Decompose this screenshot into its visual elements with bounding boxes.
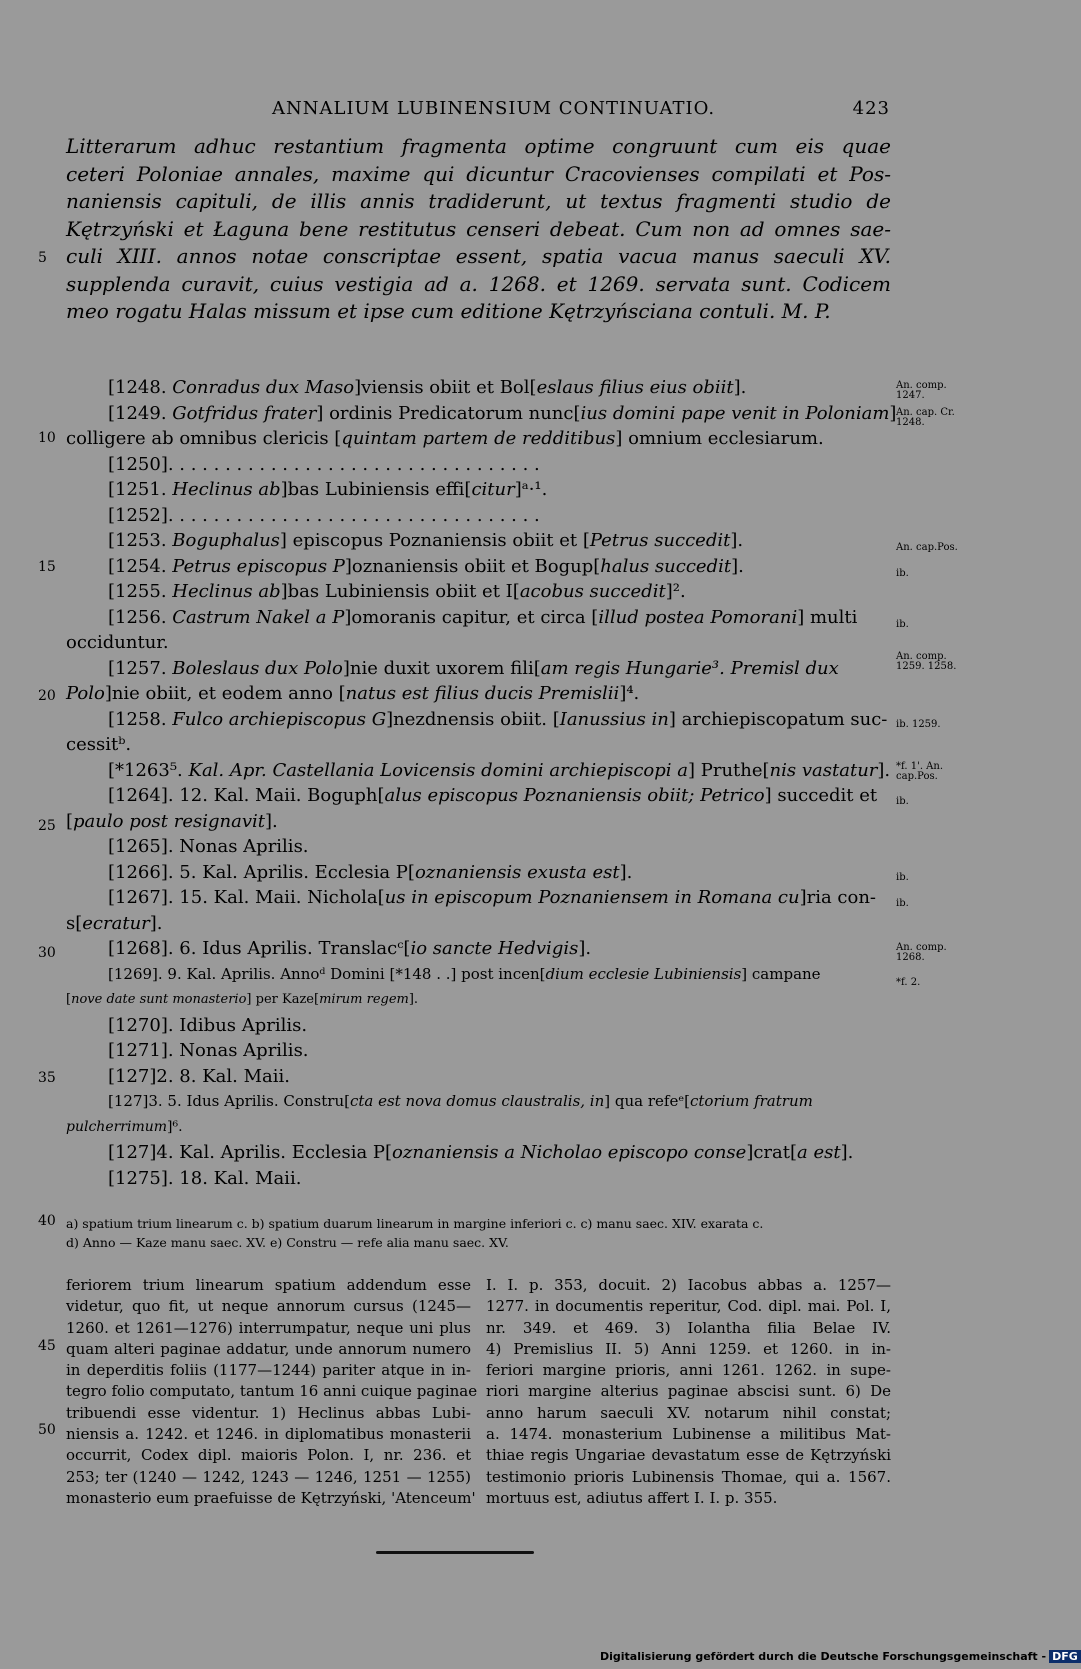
entry-text: ] campane xyxy=(741,964,821,983)
entry-restored: ecratur xyxy=(82,912,150,934)
entry-text: ] xyxy=(889,402,897,424)
entry-restored: acobus succedit xyxy=(519,581,666,602)
annal-entry xyxy=(108,885,933,911)
annals-text xyxy=(66,375,897,1195)
line-number: 25 xyxy=(38,818,56,834)
annal-entry xyxy=(108,1013,933,1039)
annal-entry xyxy=(108,452,933,478)
note-line: tegro folio computato, tantum 16 anni cuique paginae xyxy=(66,1382,478,1401)
entry-text: [127]4. Kal. Aprilis. Ecclesia P[ xyxy=(108,1142,393,1163)
line-number: 35 xyxy=(38,1070,56,1086)
entry-text: [1250]. . . . . . . . . . . . . . . . . . . . . . . . . . . . . . . . . xyxy=(108,453,540,475)
introduction-paragraph xyxy=(66,133,891,326)
note-line: videtur, quo fit, ut neque annorum cursus (1245— xyxy=(66,1297,471,1316)
entry-restored: oznaniensis exusta est xyxy=(414,861,620,883)
apparatus-footnotes xyxy=(66,1214,891,1252)
entry-restored: Fulco archiepiscopus G xyxy=(172,708,387,730)
entry-restored: ius domini pape venit in Poloniam xyxy=(580,402,890,424)
entry-text: [1258. xyxy=(108,708,173,730)
entry-text: ]. xyxy=(733,377,747,398)
annal-entry xyxy=(108,1038,933,1064)
annal-entry xyxy=(108,860,933,886)
annal-entry xyxy=(108,579,933,605)
annal-entry xyxy=(108,707,933,733)
entry-text: [1275]. 18. Kal. Maii. xyxy=(108,1167,302,1189)
entry-text: ]bas Lubiniensis effi[ xyxy=(280,479,472,500)
entry-restored: halus succedit xyxy=(600,555,732,577)
entry-text: [1253. xyxy=(108,530,173,551)
annal-entry xyxy=(66,1115,891,1141)
entry-restored: ctorium fratrum xyxy=(690,1092,813,1110)
note-line: 253; ter (1240 — 1242, 1243 — 1246, 1251 — 1255) xyxy=(66,1467,471,1486)
margin-note: ib. xyxy=(896,568,909,579)
entry-restored: quintam partem de redditibus xyxy=(341,428,616,449)
entry-restored: alus episcopus Poznaniensis obiit; Petrico xyxy=(384,785,765,806)
end-ornament-rule xyxy=(376,1551,534,1554)
annal-entry xyxy=(108,477,933,503)
entry-text: [1254. xyxy=(108,555,173,577)
margin-note: An. cap.Pos. xyxy=(896,542,958,553)
note-line: monasterio eum praefuisse de Kętrzyński, 'Atenceum' xyxy=(66,1488,476,1507)
note-line: thiae regis Ungariae devastatum esse de Kętrzyński xyxy=(486,1446,891,1465)
footnote-line: d) Anno — Kaze manu saec. XV. e) Constru — refe alia manu saec. XV. xyxy=(66,1235,509,1250)
annal-entry xyxy=(66,630,891,656)
entry-text: ]. xyxy=(578,938,592,959)
annal-entry xyxy=(108,758,933,784)
entry-text: s[ xyxy=(66,912,83,934)
entry-text: ]. xyxy=(619,861,633,883)
margin-note: An. cap. Cr. 1248. xyxy=(896,407,955,428)
entry-text: [1257. xyxy=(108,657,173,679)
note-line: testimonio prioris Lubinensis Thomae, qui a. 1567. xyxy=(486,1467,891,1486)
entry-text: [127]3. 5. Idus Aprilis. Constru[ xyxy=(108,1092,350,1110)
line-number: 5 xyxy=(38,250,47,266)
margin-note: ib. xyxy=(896,796,909,807)
margin-note: An. comp. 1247. xyxy=(896,380,947,401)
margin-note: ib. xyxy=(896,619,909,630)
note-line: anno harum saeculi XV. notarum nihil constat; xyxy=(486,1403,891,1422)
intro-line: supplenda curavit, cuius vestigia ad a. 1268. et 1269. servata sunt. Codicem xyxy=(66,271,891,296)
entry-restored: Petrus succedit xyxy=(589,530,731,551)
entry-restored: illud postea Pomorani xyxy=(598,606,798,628)
page-number: 423 xyxy=(852,98,890,119)
notes-left-column xyxy=(66,1275,478,1509)
entry-text: [1268]. 6. Idus Aprilis. Translacᶜ[ xyxy=(108,938,411,959)
intro-line: naniensis capituli, de illis annis tradiderunt, ut textus fragmenti studio de xyxy=(66,189,891,213)
annal-entry xyxy=(66,809,891,835)
margin-note: An. comp. 1259. 1258. xyxy=(896,651,957,672)
line-number: 10 xyxy=(38,430,56,446)
entry-text: ]crat[ xyxy=(746,1142,798,1163)
margin-note: *f. 2. xyxy=(896,977,921,988)
note-line: feriorem trium linearum spatium addendum esse xyxy=(66,1276,471,1294)
entry-restored: Kal. Apr. Castellania Lovicensis domini archiepiscopi a xyxy=(188,759,688,781)
entry-restored: Polo xyxy=(66,683,105,704)
entry-text: [1270]. Idibus Aprilis. xyxy=(108,1014,308,1036)
intro-line: culi XIII. annos notae conscriptae essent, spatia vacua manus saeculi XV. xyxy=(66,244,891,268)
entry-text: ]nie obiit, et eodem anno [ xyxy=(104,683,346,704)
annal-entry xyxy=(66,681,891,707)
entry-text: occiduntur. xyxy=(66,632,169,653)
entry-text: ]. xyxy=(877,759,891,781)
entry-text: ]viensis obiit et Bol[ xyxy=(354,377,537,398)
annal-entry xyxy=(108,605,933,631)
note-line: feriori margine prioris, anni 1261. 1262. in supe- xyxy=(486,1361,891,1380)
entry-restored: a est xyxy=(797,1142,841,1163)
entry-text: [ xyxy=(66,992,72,1007)
line-number: 45 xyxy=(38,1338,56,1354)
entry-text: [ xyxy=(66,810,74,832)
entry-restored: io sancte Hedvigis xyxy=(410,938,579,959)
entry-text: ] archiepiscopatum suc- xyxy=(668,708,888,730)
note-line: 1277. in documentis reperitur, Cod. dipl. mai. Pol. I, xyxy=(486,1297,891,1316)
entry-restored: Heclinus ab xyxy=(172,479,281,500)
annal-entry xyxy=(108,1166,933,1192)
entry-restored: us in episcopum Poznaniensem in Romana cu xyxy=(384,887,800,908)
note-line: nr. 349. et 469. 3) Iolantha filia Belae IV. xyxy=(486,1318,891,1337)
line-number: 30 xyxy=(38,945,56,961)
entry-text: [1249. xyxy=(108,402,173,424)
annal-entry xyxy=(66,911,891,937)
entry-restored: mirum regem xyxy=(319,992,409,1007)
entry-restored: pulcherrimum xyxy=(66,1118,168,1135)
entry-restored: Boguphalus xyxy=(172,530,280,551)
intro-line: Kętrzyński et Łaguna bene restitutus censeri debeat. Cum non ad omnes sae- xyxy=(66,216,891,241)
margin-note: ib. xyxy=(896,872,909,883)
annal-entry xyxy=(108,1140,933,1166)
margin-note: An. comp. 1268. xyxy=(896,942,947,963)
entry-text: ] per Kaze[ xyxy=(246,992,320,1007)
annal-entry xyxy=(66,732,891,758)
entry-text: ]². xyxy=(665,581,686,602)
line-number: 50 xyxy=(38,1422,56,1438)
note-line: riori margine alterius paginae abscisi sunt. 6) De xyxy=(486,1382,891,1401)
entry-text: ]bas Lubiniensis obiit et I[ xyxy=(280,581,520,602)
entry-text: ]omoranis capitur, et circa [ xyxy=(344,606,599,628)
entry-restored: natus est filius ducis Premislii xyxy=(345,683,620,704)
note-line: occurrit, Codex dipl. maioris Polon. I, nr. 236. et xyxy=(66,1446,471,1465)
annal-entry xyxy=(108,528,933,554)
entry-text: ]. xyxy=(149,912,163,934)
annal-entry xyxy=(108,962,933,988)
note-line: quam alteri paginae addatur, unde annorum numero xyxy=(66,1339,471,1358)
annal-entry xyxy=(108,783,933,809)
entry-restored: oznaniensis a Nicholao episcopo conse xyxy=(392,1142,747,1163)
running-header xyxy=(272,98,890,124)
entry-text: [1248. xyxy=(108,377,173,398)
annal-entry xyxy=(66,426,891,452)
entry-text: ] multi xyxy=(797,606,858,628)
entry-text: [1266]. 5. Kal. Aprilis. Ecclesia P[ xyxy=(108,861,415,883)
entry-restored: nis vastatur xyxy=(769,759,878,781)
annal-entry xyxy=(108,1064,933,1090)
entry-text: ]nezdnensis obiit. [ xyxy=(386,708,560,730)
entry-text: colligere ab omnibus clericis [ xyxy=(66,428,342,449)
footer-text: Digitalisierung gefördert durch die Deutsche Forschungsgemeinschaft - xyxy=(600,1650,1047,1663)
entry-text: [1256. xyxy=(108,606,173,628)
entry-text: ]ria con- xyxy=(799,887,877,908)
footnote-line: a) spatium trium linearum c. b) spatium duarum linearum in margine inferiori c. c) manu saec. XIV. exarata c. xyxy=(66,1216,764,1231)
entry-text: ]. xyxy=(265,810,278,832)
entry-text: ] ordinis Predicatorum nunc[ xyxy=(316,402,581,424)
annal-entry xyxy=(108,656,933,682)
entry-restored: dium ecclesie Lubiniensis xyxy=(545,964,742,983)
entry-text: ]nie duxit uxorem fili[ xyxy=(342,657,541,679)
entry-text: [1269]. 9. Kal. Aprilis. Annoᵈ Domini [*148 . .] post incen[ xyxy=(108,964,546,983)
entry-text: [1271]. Nonas Aprilis. xyxy=(108,1040,309,1061)
entry-restored: Heclinus ab xyxy=(172,581,281,602)
annal-entry xyxy=(108,834,933,860)
entry-restored: paulo post resignavit xyxy=(73,810,266,832)
entry-text: [1265]. Nonas Aprilis. xyxy=(108,836,309,857)
entry-text: [1252]. . . . . . . . . . . . . . . . . . . . . . . . . . . . . . . . . xyxy=(108,504,540,526)
entry-restored: Ianussius in xyxy=(559,708,669,730)
note-line: 1260. et 1261—1276) interrumpatur, neque uni plus xyxy=(66,1318,471,1337)
entry-text: ] episcopus Poznaniensis obiit et [ xyxy=(279,530,590,551)
annal-entry xyxy=(108,1089,933,1115)
entry-restored: Petrus episcopus P xyxy=(172,555,345,577)
margin-note: *f. 1'. An. cap.Pos. xyxy=(896,761,944,782)
entry-text: [1267]. 15. Kal. Maii. Nichola[ xyxy=(108,887,385,908)
margin-note: ib. 1259. xyxy=(896,719,941,730)
note-line: 4) Premislius II. 5) Anni 1259. et 1260. in in- xyxy=(486,1339,891,1358)
intro-line: meo rogatu Halas missum et ipse cum editione Kętrzyńsciana contuli. M. P. xyxy=(66,299,831,323)
header-title: ANNALIUM LUBINENSIUM CONTINUATIO. xyxy=(272,98,716,119)
entry-text: ]oznaniensis obiit et Bogup[ xyxy=(344,555,601,577)
note-line: mortuus est, adiutus affert I. I. p. 355. xyxy=(486,1488,778,1507)
digitization-footer xyxy=(600,1650,1078,1663)
entry-restored: am regis Hungarie³. Premisl dux xyxy=(540,657,839,679)
entry-restored: Conradus dux Maso xyxy=(172,377,355,398)
entry-restored: cta est nova domus claustralis, in xyxy=(349,1092,605,1110)
note-line: in deperditis foliis (1177—1244) pariter atque in in- xyxy=(66,1361,471,1380)
entry-text: ] succedit et xyxy=(764,785,878,806)
intro-line: Litterarum adhuc restantium fragmenta optime congruunt cum eis quae xyxy=(66,134,891,158)
annal-entry xyxy=(108,375,933,401)
dfg-logo: DFG xyxy=(1049,1650,1081,1663)
entry-restored: Boleslaus dux Polo xyxy=(172,657,343,679)
entry-text: ]⁶. xyxy=(167,1118,183,1135)
entry-text: [1251. xyxy=(108,479,173,500)
entry-text: [1264]. 12. Kal. Maii. Boguph[ xyxy=(108,785,385,806)
entry-restored: citur xyxy=(471,479,515,500)
note-line: a. 1474. monasterium Lubinense a militibus Mat- xyxy=(486,1425,891,1444)
annal-entry xyxy=(66,987,891,1013)
entry-text: ]ᵃ·¹. xyxy=(514,479,548,500)
annal-entry xyxy=(108,503,933,529)
line-number: 40 xyxy=(38,1213,56,1229)
entry-text: ] omnium ecclesiarum. xyxy=(615,428,824,449)
entry-restored: Castrum Nakel a P xyxy=(172,606,345,628)
line-number: 20 xyxy=(38,688,56,704)
entry-text: ]. xyxy=(730,530,744,551)
entry-restored: eslaus filius eius obiit xyxy=(536,377,734,398)
line-number: 15 xyxy=(38,559,56,575)
intro-line: ceteri Poloniae annales, maxime qui dicuntur Cracovienses compilati et Pos- xyxy=(66,161,891,186)
note-line: niensis a. 1242. et 1246. in diplomatibus monasterii xyxy=(66,1425,471,1444)
annal-entry xyxy=(108,401,933,427)
annal-entry xyxy=(108,936,933,962)
entry-text: ]. xyxy=(840,1142,854,1163)
entry-text: ] Pruthe[ xyxy=(687,759,770,781)
margin-note: ib. xyxy=(896,898,909,909)
note-line: I. I. p. 353, docuit. 2) Iacobus abbas a. 1257— xyxy=(486,1276,891,1294)
entry-restored: nove date sunt monasterio xyxy=(71,992,247,1007)
entry-text: ]⁴. xyxy=(619,683,640,704)
entry-text: [127]2. 8. Kal. Maii. xyxy=(108,1065,290,1087)
entry-text: cessitᵇ. xyxy=(66,734,132,755)
entry-restored: Gotfridus frater xyxy=(172,402,317,424)
entry-text: ]. xyxy=(731,555,744,577)
annal-entry xyxy=(108,554,933,580)
entry-text: [1255. xyxy=(108,581,173,602)
note-line: tribuendi esse videntur. 1) Heclinus abbas Lubi- xyxy=(66,1403,471,1422)
entry-text: ]. xyxy=(408,992,419,1007)
notes-right-column xyxy=(486,1275,891,1509)
entry-text: [*1263⁵. xyxy=(108,759,189,781)
entry-text: ] qua refeᵉ[ xyxy=(604,1092,690,1110)
